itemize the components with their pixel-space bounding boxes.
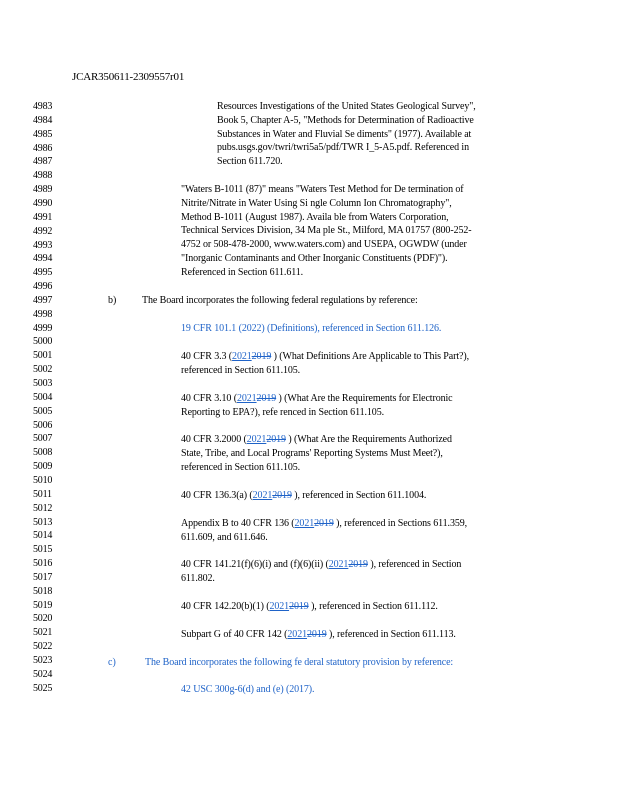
text-line: Nitrite/Nitrate in Water Using Si ngle Column Ion Chromatography", bbox=[181, 197, 452, 209]
line-number: 4985 bbox=[33, 128, 53, 140]
line-number: 5021 bbox=[33, 627, 53, 639]
deleted-year: 2019 bbox=[307, 629, 327, 640]
text-line: Reporting to EPA?), refe renced in Section 611.105. bbox=[181, 406, 385, 418]
text-line: Resources Investigations of the United States Geological Survey", bbox=[217, 101, 476, 112]
line-number: 5024 bbox=[33, 668, 53, 680]
usc-42-300g-6 bbox=[181, 683, 314, 697]
deleted-year: 2019 bbox=[314, 518, 334, 529]
text-line: 4752 or 508-478-2000, www.waters.com) and USEPA, OGWDW (under bbox=[181, 239, 467, 251]
line-number: 4988 bbox=[33, 170, 53, 182]
cfr-40-142-20 bbox=[181, 600, 438, 614]
line-number: 4996 bbox=[33, 281, 53, 293]
text-line: Subpart G of 40 CFR 142 (20212019 ), referenced in Section 611.113. bbox=[181, 629, 456, 640]
line-number: 5019 bbox=[33, 599, 53, 611]
line-number: 5020 bbox=[33, 613, 53, 625]
line-number: 5005 bbox=[33, 405, 53, 417]
cfr-40-3-2000 bbox=[181, 433, 452, 474]
cfr-40-141-21 bbox=[181, 558, 461, 586]
cfr-40-3-3 bbox=[181, 350, 469, 378]
subsection-b-marker: b) bbox=[108, 295, 117, 306]
deleted-year: 2019 bbox=[348, 559, 368, 570]
inserted-year: 2021 bbox=[246, 434, 267, 445]
line-number: 5025 bbox=[33, 682, 53, 694]
subsection-b-text bbox=[142, 294, 418, 308]
line-number: 5016 bbox=[33, 558, 53, 570]
line-number: 5014 bbox=[33, 530, 53, 542]
text-line: referenced in Section 611.105. bbox=[181, 364, 301, 376]
text-line: Book 5, Chapter A-5, "Methods for Determination of Radioactive bbox=[217, 114, 474, 126]
line-number: 5003 bbox=[33, 378, 53, 389]
deleted-year: 2019 bbox=[266, 434, 286, 445]
text-line: Appendix B to 40 CFR 136 (20212019 ), referenced in Sections 611.359, bbox=[181, 518, 468, 529]
appendix-b-40-cfr-136 bbox=[181, 517, 467, 545]
line-number: 5007 bbox=[33, 433, 53, 445]
cfr-40-3-10 bbox=[181, 392, 453, 420]
line-number: 4990 bbox=[33, 197, 53, 209]
line-number: 4989 bbox=[33, 184, 53, 196]
subsection-c-marker: c) bbox=[108, 657, 116, 668]
text-line: 40 CFR 3.3 (20212019 ) (What Definitions Are Applicable to This Part?), bbox=[181, 351, 469, 362]
line-number: 4998 bbox=[33, 308, 53, 320]
text-line: 42 USC 300g-6(d) and (e) (2017). bbox=[181, 684, 315, 695]
line-number: 5022 bbox=[33, 641, 53, 653]
line-number: 5008 bbox=[33, 447, 53, 459]
text-line: State, Tribe, and Local Programs' Reporting Systems Must Meet?), bbox=[181, 447, 443, 459]
text-line: The Board incorporates the following federal regulations by reference: bbox=[142, 295, 418, 306]
line-number: 4997 bbox=[33, 294, 53, 306]
line-number: 5017 bbox=[33, 571, 53, 583]
subsection-c-text bbox=[145, 656, 453, 670]
text-line: Method B-1011 (August 1987). Availa ble from Waters Corporation, bbox=[181, 211, 449, 223]
line-number: 5010 bbox=[33, 474, 53, 486]
line-number: 5002 bbox=[33, 364, 53, 376]
line-number: 5006 bbox=[33, 419, 53, 431]
line-number: 5015 bbox=[33, 544, 53, 556]
text-line: "Waters B-1011 (87)" means "Waters Test Method for De termination of bbox=[181, 184, 464, 195]
inserted-year: 2021 bbox=[294, 518, 315, 529]
text-line: 611.609, and 611.646. bbox=[181, 531, 268, 543]
deleted-year: 2019 bbox=[289, 601, 309, 612]
line-number: 4999 bbox=[33, 322, 53, 334]
text-line: "Inorganic Contaminants and Other Inorganic Constituents (PDF)"). bbox=[181, 252, 448, 264]
text-line: Referenced in Section 611.611. bbox=[181, 266, 304, 278]
line-number: 4986 bbox=[33, 142, 53, 154]
text-line: Section 611.720. bbox=[217, 156, 283, 168]
subpart-g-40-cfr-142 bbox=[181, 628, 456, 642]
line-number: 5001 bbox=[33, 350, 53, 362]
inserted-year: 2021 bbox=[269, 601, 290, 612]
line-number: 5012 bbox=[33, 502, 53, 514]
inserted-year: 2021 bbox=[236, 393, 257, 404]
waters-definition bbox=[181, 183, 533, 280]
text-line: 40 CFR 3.10 (20212019 ) (What Are the Requirements for Electronic bbox=[181, 393, 453, 404]
cfr-19-101-1 bbox=[181, 322, 441, 336]
line-number: 4984 bbox=[33, 114, 53, 126]
deleted-year: 2019 bbox=[272, 490, 292, 501]
inserted-year: 2021 bbox=[328, 559, 349, 570]
line-number: 5011 bbox=[33, 488, 52, 500]
document-id: JCAR350611-2309557r01 bbox=[72, 71, 185, 83]
usgs-citation bbox=[217, 100, 535, 169]
deleted-year: 2019 bbox=[251, 351, 272, 362]
text-line: 19 CFR 101.1 (2022) (Definitions), referenced in Section 611.126. bbox=[181, 323, 442, 334]
text-line: The Board incorporates the following fe deral statutory provision by reference: bbox=[145, 657, 454, 668]
deleted-year: 2019 bbox=[256, 393, 277, 404]
line-number: 4993 bbox=[33, 239, 53, 251]
line-number: 5000 bbox=[33, 336, 53, 348]
line-number: 4994 bbox=[33, 253, 53, 265]
text-line: 40 CFR 136.3(a) (20212019 ), referenced in Section 611.1004. bbox=[181, 490, 427, 501]
line-number: 4992 bbox=[33, 225, 53, 237]
text-line: 40 CFR 141.21(f)(6)(i) and (f)(6)(ii) (20212019 ), referenced in Section bbox=[181, 559, 462, 570]
text-line: referenced in Section 611.105. bbox=[181, 461, 301, 473]
inserted-year: 2021 bbox=[232, 351, 252, 362]
line-number: 4987 bbox=[33, 156, 53, 168]
line-number: 5013 bbox=[33, 516, 53, 528]
line-number: 4995 bbox=[33, 267, 53, 279]
line-number: 5009 bbox=[33, 461, 53, 473]
line-number: 4991 bbox=[33, 211, 53, 223]
text-line: pubs.usgs.gov/twri/twri5a5/pdf/TWR I_5-A5.pdf. Referenced in bbox=[217, 142, 470, 154]
cfr-40-136-3 bbox=[181, 489, 426, 503]
text-line: Technical Services Division, 34 Ma ple St., Milford, MA 01757 (800-252- bbox=[181, 225, 472, 237]
line-number: 4983 bbox=[33, 101, 53, 112]
line-number: 5023 bbox=[33, 655, 53, 666]
text-line: Substances in Water and Fluvial Se diments" (1977). Available at bbox=[217, 128, 472, 140]
text-line: 40 CFR 142.20(b)(1) (20212019 ), referenced in Section 611.112. bbox=[181, 601, 438, 612]
inserted-year: 2021 bbox=[252, 490, 273, 501]
text-line: 40 CFR 3.2000 (20212019 ) (What Are the Requirements Authorized bbox=[181, 434, 452, 445]
line-number: 5018 bbox=[33, 585, 53, 597]
text-line: 611.802. bbox=[181, 572, 215, 584]
inserted-year: 2021 bbox=[287, 629, 308, 640]
line-number: 5004 bbox=[33, 391, 53, 403]
